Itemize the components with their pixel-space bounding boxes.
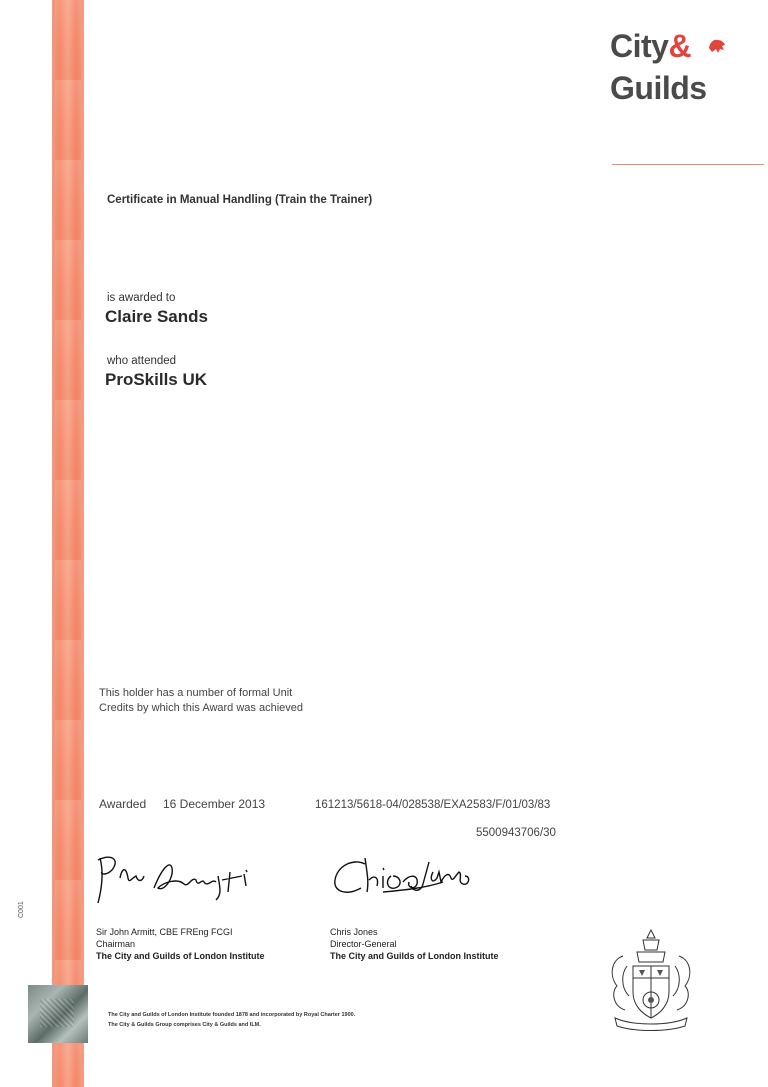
holder-note-line2: Credits by which this Award was achieved [99,702,304,714]
director-general-role: Director-General [330,939,397,949]
chairman-name: Sir John Armitt, CBE FREng FCGI [96,927,233,937]
director-general-signature [325,852,490,907]
centre-name: ProSkills UK [105,370,208,389]
certificate-title: Certificate in Manual Handling (Train the Trainer) [107,194,373,206]
awarded-date: 16 December 2013 [163,797,266,811]
attended-label: who attended [107,355,177,367]
awarded-label: Awarded [99,797,147,811]
chairman-signature [92,848,267,908]
city-and-guilds-logo [610,30,730,110]
security-hologram [28,985,88,1043]
footer [108,1010,355,1030]
footer-line1: The City and Guilds of London Institute founded 1878 and incorporated by Royal Charter 1900. [108,1012,356,1018]
certificate-serial: 5500943706/30 [476,827,556,839]
awarded-to-label: is awarded to [107,292,176,304]
coat-of-arms-icon [603,926,699,1034]
director-general-name: Chris Jones [330,927,378,937]
logo-ampersand: & [668,28,692,64]
director-general-org: The City and Guilds of London Institute [330,951,499,961]
logo-line2: Guilds [610,70,707,106]
holder-note [99,686,359,716]
footer-line2: The City & Guilds Group comprises City & Guilds and ILM. [108,1022,261,1028]
holder-note-line1: This holder has a number of formal Unit [99,687,293,699]
chairman-org: The City and Guilds of London Institute [96,951,265,961]
chairman-block [96,926,265,962]
decorative-ribbon [52,0,84,1087]
recipient-name: Claire Sands [105,307,208,326]
chairman-role: Chairman [96,939,136,949]
header-rule [612,164,764,165]
lion-icon [706,34,728,56]
side-code: C001 [18,901,25,918]
certificate-reference: 161213/5618-04/028538/EXA2583/F/01/03/83 [315,799,551,811]
logo-line1: City [610,28,669,64]
director-general-block [330,926,499,962]
